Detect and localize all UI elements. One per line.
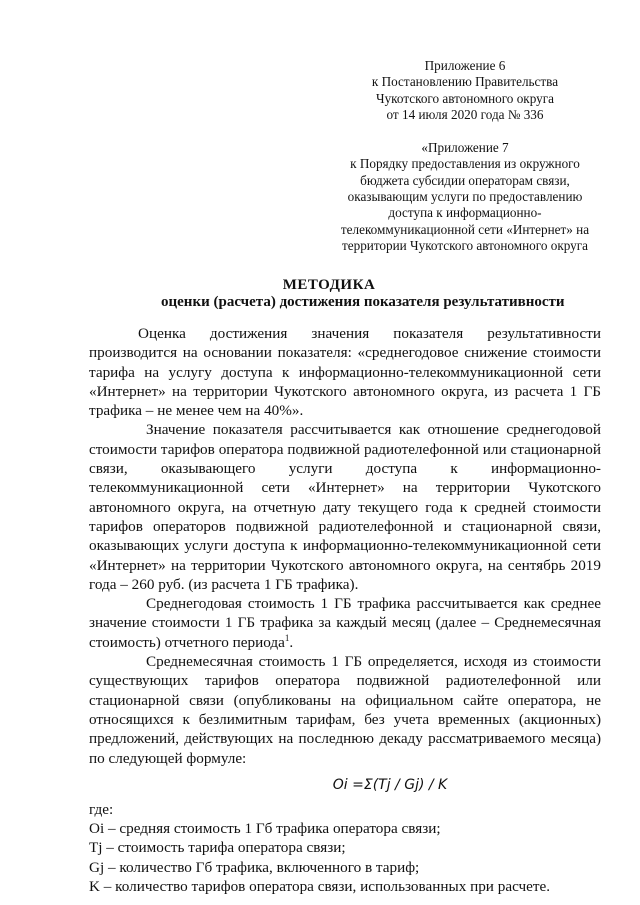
definition-item: Tj – стоимость тарифа оператора связи; xyxy=(89,839,346,857)
appendix-line: Чукотского автономного округа xyxy=(376,90,554,106)
definition-item: Oi – средняя стоимость 1 Гб трафика оператора связи; xyxy=(89,820,441,838)
spacer xyxy=(330,123,600,140)
appendix-line: территории Чукотского автономного округа xyxy=(341,237,589,253)
appendix-line: Приложение 6 xyxy=(424,58,506,73)
paragraph: Оценка достижения значения показателя результативности производится на основании показателя: «среднегодовое снижение стоимости тарифа на услугу доступа к информационно-телекоммуникационной сети «Интернет» на территории Чукотского автономного округа, из расчета 1 ГБ трафика – не менее чем на 40%». xyxy=(89,325,601,420)
appendix-line: оказывающим услуги по предоставлению xyxy=(347,189,583,205)
definitions-list xyxy=(89,819,601,896)
title-subheading: оценки (расчета) достижения показателя результативности xyxy=(161,294,565,310)
document-title xyxy=(0,276,640,310)
title-heading: МЕТОДИКА xyxy=(282,277,376,293)
paragraph xyxy=(89,594,601,652)
appendix-line: телекоммуникационной сети «Интернет» на xyxy=(340,221,590,237)
appendix-line: «Приложение 7 xyxy=(421,140,509,156)
paragraph-text: Среднегодовая стоимость 1 ГБ трафика рассчитывается как среднее значение стоимости 1 ГБ трафика за каждый месяц (далее – Среднемесячная стоимость) отчетного периода xyxy=(89,595,601,651)
definition-item: K – количество тарифов оператора связи, использованных при расчете. xyxy=(89,878,551,896)
formula: Oi =Σ(Tj / Gj) / K xyxy=(332,776,448,793)
appendix-line: от 14 июля 2020 года № 336 xyxy=(386,106,544,122)
appendix-header xyxy=(330,58,600,254)
definition-item: Gj – количество Гб трафика, включенного в тариф; xyxy=(89,858,420,876)
appendix-line: к Постановлению Правительства xyxy=(371,74,559,90)
where-label: где: xyxy=(89,800,114,818)
paragraph-end: . xyxy=(289,633,294,651)
appendix-line: доступа к информационно- xyxy=(388,205,542,221)
document-body xyxy=(89,324,601,896)
paragraph: Значение показателя рассчитывается как отношение среднегодовой стоимости тарифов оператора подвижной радиотелефонной или стационарной связи, оказывающего услуги доступа к информационно-телекоммуникационной сети «Интернет» на территории Чукотского автономного округа, на отчетную дату текущего года к средней стоимости тарифов операторов подвижной радиотелефонной и стационарной связи, оказывающих услуги доступа к информационно-телекоммуникационной сети «Интернет» на территории Чукотского автономного округа, на сентябрь 2019 года – 260 руб. (из расчета 1 ГБ трафика). xyxy=(89,421,601,593)
paragraph: Среднемесячная стоимость 1 ГБ определяется, исходя из стоимости существующих тарифов оператора подвижной радиотелефонной или стационарной связи (опубликованы на официальном сайте оператора, не относящихся к безлимитным тарифам, без учета временных (акционных) предложений, действующих на последнюю декаду рассматриваемого месяца) по следующей формуле: xyxy=(89,653,601,767)
appendix-line: к Порядку предоставления из окружного xyxy=(350,156,580,172)
footnote-marker: 1 xyxy=(284,632,290,643)
appendix-line: бюджета субсидии операторам связи, xyxy=(360,172,570,188)
